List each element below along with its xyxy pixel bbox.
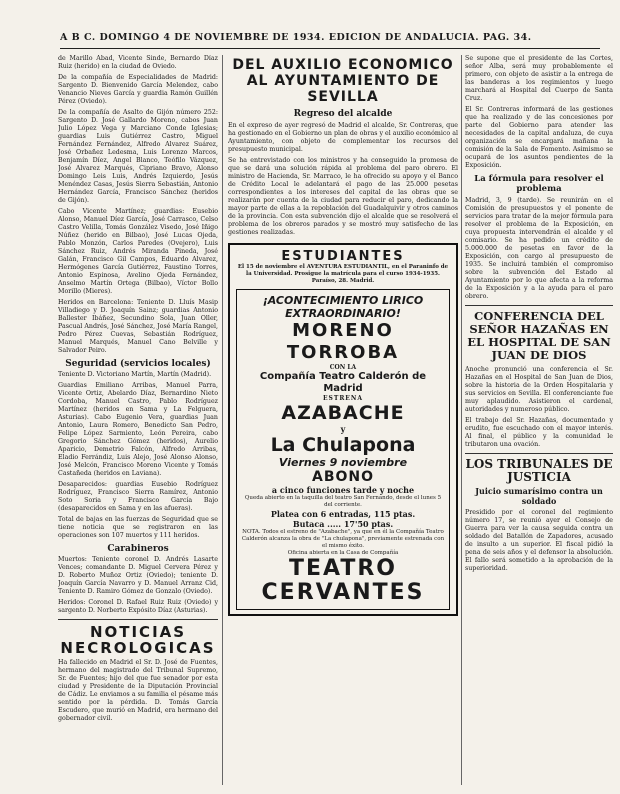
ad-date: Viernes 9 noviembre xyxy=(278,456,408,469)
section-heading: Seguridad (servicios locales) xyxy=(65,359,211,369)
ad-work-title: AZABACHE xyxy=(281,402,405,424)
divider xyxy=(465,453,613,454)
ad-title: ESTUDIANTES xyxy=(281,249,405,264)
headline-auxilio: DEL AUXILIO ECONOMICO AL AYUNTAMIENTO DE SEVILLA xyxy=(232,57,454,105)
ad-work-title: La Chulapona xyxy=(270,434,416,456)
ad-price: Platea con 6 entradas, 115 ptas. xyxy=(270,509,416,519)
section-heading: Carabineros xyxy=(107,544,169,554)
subheadline: Juicio sumarísimo contra un soldado xyxy=(475,486,603,506)
headline-tribunales: LOS TRIBUNALES DE JUSTICIA xyxy=(465,457,613,484)
paragraph: Se ha entrevistado con los ministros y ha conseguido la promesa de que se dará una solución rápida al problema del paro obrero. El ministro de Hacienda, Sr. Marraco, le ha ofrecido su apoyo y el Banco de Crédito Local le adelantará el pago de las 25.000 pesetas correspondientes a los intereses del capital de las obras que se realizarán por cuenta de la ciudad para reducir el paro, dedicando la mayor parte de ellas a la repoblación del Guadalquivir y otros caminos de la provincia. Con esta subvención dijo el alcalde que se resolverá el problema de los obreros parados y se mostró muy satisfecho de las gestiones realizadas. xyxy=(228,157,458,236)
paragraph: Madrid, 3, 9 (tarde). Se reunirán en el Comisión de presupuestos y el ponente de servicios para tratar de la mejor fórmula para resolver el problema de la Exposición, en cuya propuesta intervendrán el alcalde y el comisario. Se ha pedido un crédito de 5.000.000 de pesetas en favor de la Exposición, con cargo al presupuesto de 1935. Se incluirá también el compromiso sobre la subvención del Estado al Ayuntamiento por lo que afecta a la reforma de la Exposición y a la ayuda para el paro obrero. xyxy=(465,197,613,300)
ad-company: Compañía Teatro Calderón de Madrid xyxy=(259,371,427,394)
paragraph: Total de bajas en las fuerzas de Seguridad que se tiene noticia que se registraron en las operaciones son 107 muertos y 111 heridos. xyxy=(58,516,218,539)
ad-info: Oficina abierta en la Casa de Compañía xyxy=(287,550,399,556)
column-divider xyxy=(461,55,462,785)
headline-noticias: NOTICIAS NECROLOGICAS xyxy=(60,623,216,657)
ad-line: y xyxy=(340,424,346,434)
paragraph: Se supone que el presidente de las Cortes, señor Alba, será muy probablemente el primero, con objeto de asistir a la entrega de las banderas a los regimientos y luego marchará al Hospital del Cuerpo de Santa Cruz. xyxy=(465,55,613,102)
ad-line: ESTRENA xyxy=(322,395,364,402)
paragraph: De la compañía de Especialidades de Madrid: Sargento D. Bienvenido García Melendez, cabo Venancio Nieves García y guardia Ramón Guillén Pérez (Oviedo). xyxy=(58,74,218,105)
paragraph: El trabajo del Sr. Hazañas, documentado y erudito, fue escuchado con el mayor interés. Al final, el público y la comunidad le tributaron una ovación. xyxy=(465,417,613,448)
ad-line: a cinco funciones tarde y noche xyxy=(271,485,415,495)
paragraph: Teniente D. Victoriano Martín, Martín (Madrid). xyxy=(58,371,212,378)
ad-line: EXTRAORDINARIO! xyxy=(285,307,401,320)
paragraph: Ha fallecido en Madrid el Sr. D. José de Fuentes, hermano del magistrado del Tribunal Supremo, Sr. de Fuentes; hijo del que fue senador por esta ciudad y Presidente de la Diputación Provincial de Cádiz. Le enviamos a su familia el pésame más sentido por la pérdida. D. Tomás García Escudero, que murió en Madrid, era hermano del gobernador civil. xyxy=(58,659,218,722)
theatre-advertisement xyxy=(236,289,450,610)
paragraph: En el expreso de ayer regresó de Madrid el alcalde, Sr. Contreras, que ha gestionado en el Gobierno un plan de obras y el auxilio económico al Ayuntamiento, con objeto de complementar los recursos del presupuesto municipal. xyxy=(228,122,458,153)
column-divider xyxy=(222,55,223,785)
ad-line: ¡ACONTECIMIENTO LIRICO xyxy=(262,294,424,307)
paragraph: De la compañía de Asalto de Gijón número 252: Sargento D. José Gallardo Moreno, cabos Juan Julio López Vega y Marciano Conde Iglesias; guardias Luis Gutiérrez Castro, Miguel Fernández Fernández, Alfredo Alvarez Suárez, José Orbañez Ledesma, Luis Lorenzo Marcos, Benjamín Díez, Angel Blanco, Teófilo Vázquez, José Alvarez Marqués, Cipriano Bravo, Alonso Domingo Leis Luis, Andrés Izquierdo, Jesús Menéndez Casas, Jesús Sierra Sebastián, Antonio Hernández García, Francisco Sánchez (heridos de Gijón). xyxy=(58,109,218,204)
column-left xyxy=(58,55,218,785)
divider xyxy=(58,619,218,620)
ad-abono: ABONO xyxy=(311,469,375,485)
paragraph: Muertos: Teniente coronel D. Andrés Lasarte Vences; comandante D. Miguel Cervera Pérez y D. Roberto Muñoz Ortiz (Oviedo); teniente D. Joaquín García Navarro y D. Manuel Arranz Cid, Teniente D. Ramiro Gómez de Gonzalo (Oviedo). xyxy=(58,556,218,595)
ad-info: Queda abierto en la taquilla del teatro San Fernando, desde el lunes 5 del corriente. xyxy=(244,495,442,508)
paragraph: Cabo Vicente Martínez; guardias: Eusebio Alonso, Manuel Díez García, José Carrasco, Celso Castro Velilla, Tomás González Visedo, José Iñigo Núñez (herido en Bilbao), José Lucas Ojeda, Pablo Monzón, Carlos Paredes (Ovejero), Luis Sánchez Ruiz, Andrés Miranda Pineda, José Galán, Francisco Gil Campos, Eduardo Alvarez, Hermógenes García Gutiérrez, Faustino Torres, Antonio Espinosa, Avelino Ojeda Fernández, Anselmo Martín Ortega (Bilbao), Víctor Bollo Morillo (Mieres). xyxy=(58,208,218,295)
ad-theatre-name: TEATRO xyxy=(288,556,397,581)
paragraph: Desaparecidos: guardias Eusebio Rodríguez Rodríguez, Francisco Sierra Ramírez, Antonio Soto Soria y Francisco García Bajo (desaparecidos en Sama y en las afueras). xyxy=(58,481,218,512)
paragraph: Heridos en Barcelona: Teniente D. Lluís Masip Villadiego y D. Joaquín Sainz; guardias Antonio Ballester Ibáñez, Secundino Sola, Juan Oller, Pascual Andrés, José Sánchez, José María Rangel, Pedro Pérez Cuevas, Sebastián Rodríguez, Manuel Marqués, Manuel Cano Belville y Salvador Peiro. xyxy=(58,299,218,354)
ad-subtitle: El 15 de noviembre el AVENTURA ESTUDIANTIL, en el Paraninfo de la Universidad. Prosigue la matrícula para el curso 1934-1935. Paraíso, 28. Madrid. xyxy=(237,264,449,284)
column-right xyxy=(465,55,613,785)
paragraph: de Marillo Abad, Vicente Sinde, Bernardo Díaz Ruiz (herido) en la ciudad de Oviedo. xyxy=(58,55,218,70)
column-center xyxy=(228,55,458,785)
divider xyxy=(465,305,613,306)
ad-note: NOTA. Todos el estreno de "Azabache", ya que en él la Compañía Teatro Calderón alcanza la obra de "La chulapona", previamente estrenada con el mismo éxito. xyxy=(241,529,445,549)
advertisement-box xyxy=(228,243,458,616)
paragraph: Guardias Emiliano Arribas, Manuel Parra, Vicente Ortiz, Abelardo Díaz, Bernardino Nieto Cordoba, Manuel Castro, Pablo Rodríguez Martínez (heridos en Sama y La Felguera, Asturias). Cabo Eugenio Vera, guardias Juan Antonio, Laura Romero, Benedicto San Pedro, Felipe López Sarmiento, León Pereira, cabo Gregorio Sánchez Gómez (heridos), Aurelio Aparicio, Demetrio Falcón, Alfredo Arribas, Eladio Ferrándiz, Luis Alejo, José Alonso Alonso, José Melcón, Francisco Moreno Vicente y Tomás Castañeda (heridos en Laviana). xyxy=(58,382,218,477)
headline-conferencia: CONFERENCIA DEL SEÑOR HAZAÑAS EN EL HOSPITAL DE SAN JUAN DE DIOS xyxy=(467,309,611,362)
ad-price: Butaca ..... 17'50 ptas. xyxy=(292,519,394,529)
ad-theatre-name: CERVANTES xyxy=(261,580,425,605)
paragraph: El Sr. Contreras informará de las gestiones que ha realizado y de las concesiones por parte del Gobierno para atender las necesidades de la capital andaluza, de cuya organización se encargará mañana la comisión de la Sala de Fomento. Asimismo se ocupará de los asuntos pendientes de la Exposición. xyxy=(465,106,613,169)
paragraph: Heridos: Coronel D. Rafael Ruiz Ruiz (Oviedo) y sargento D. Norberto Expósito Díaz (Asturias). xyxy=(58,599,218,614)
ad-star-name: MORENO TORROBA xyxy=(286,320,400,363)
headline-formula: La fórmula para resolver el problema xyxy=(474,174,604,194)
ad-line: CON LA xyxy=(329,364,357,371)
page-header: A B C. DOMINGO 4 DE NOVIEMBRE DE 1934. EDICION DE ANDALUCIA. PAG. 34. xyxy=(60,32,600,49)
paragraph: Presidido por el coronel del regimiento número 17, se reunió ayer el Consejo de Guerra para ver la causa seguida contra un soldado del Batallón de Zapadores, acusado de insulto a un superior. El fiscal pidió la pena de seis años y el defensor la absolución. El fallo será sometido a la aprobación de la superioridad. xyxy=(465,509,613,572)
paragraph: Anoche pronunció una conferencia el Sr. Hazañas en el Hospital de San Juan de Dios, sobre la historia de la Orden Hospitalaria y sus servicios en Sevilla. El conferenciante fue muy aplaudido. Asistieron el cardenal, autoridades y numeroso público. xyxy=(465,366,613,413)
subheadline: Regreso del alcalde xyxy=(293,109,393,119)
